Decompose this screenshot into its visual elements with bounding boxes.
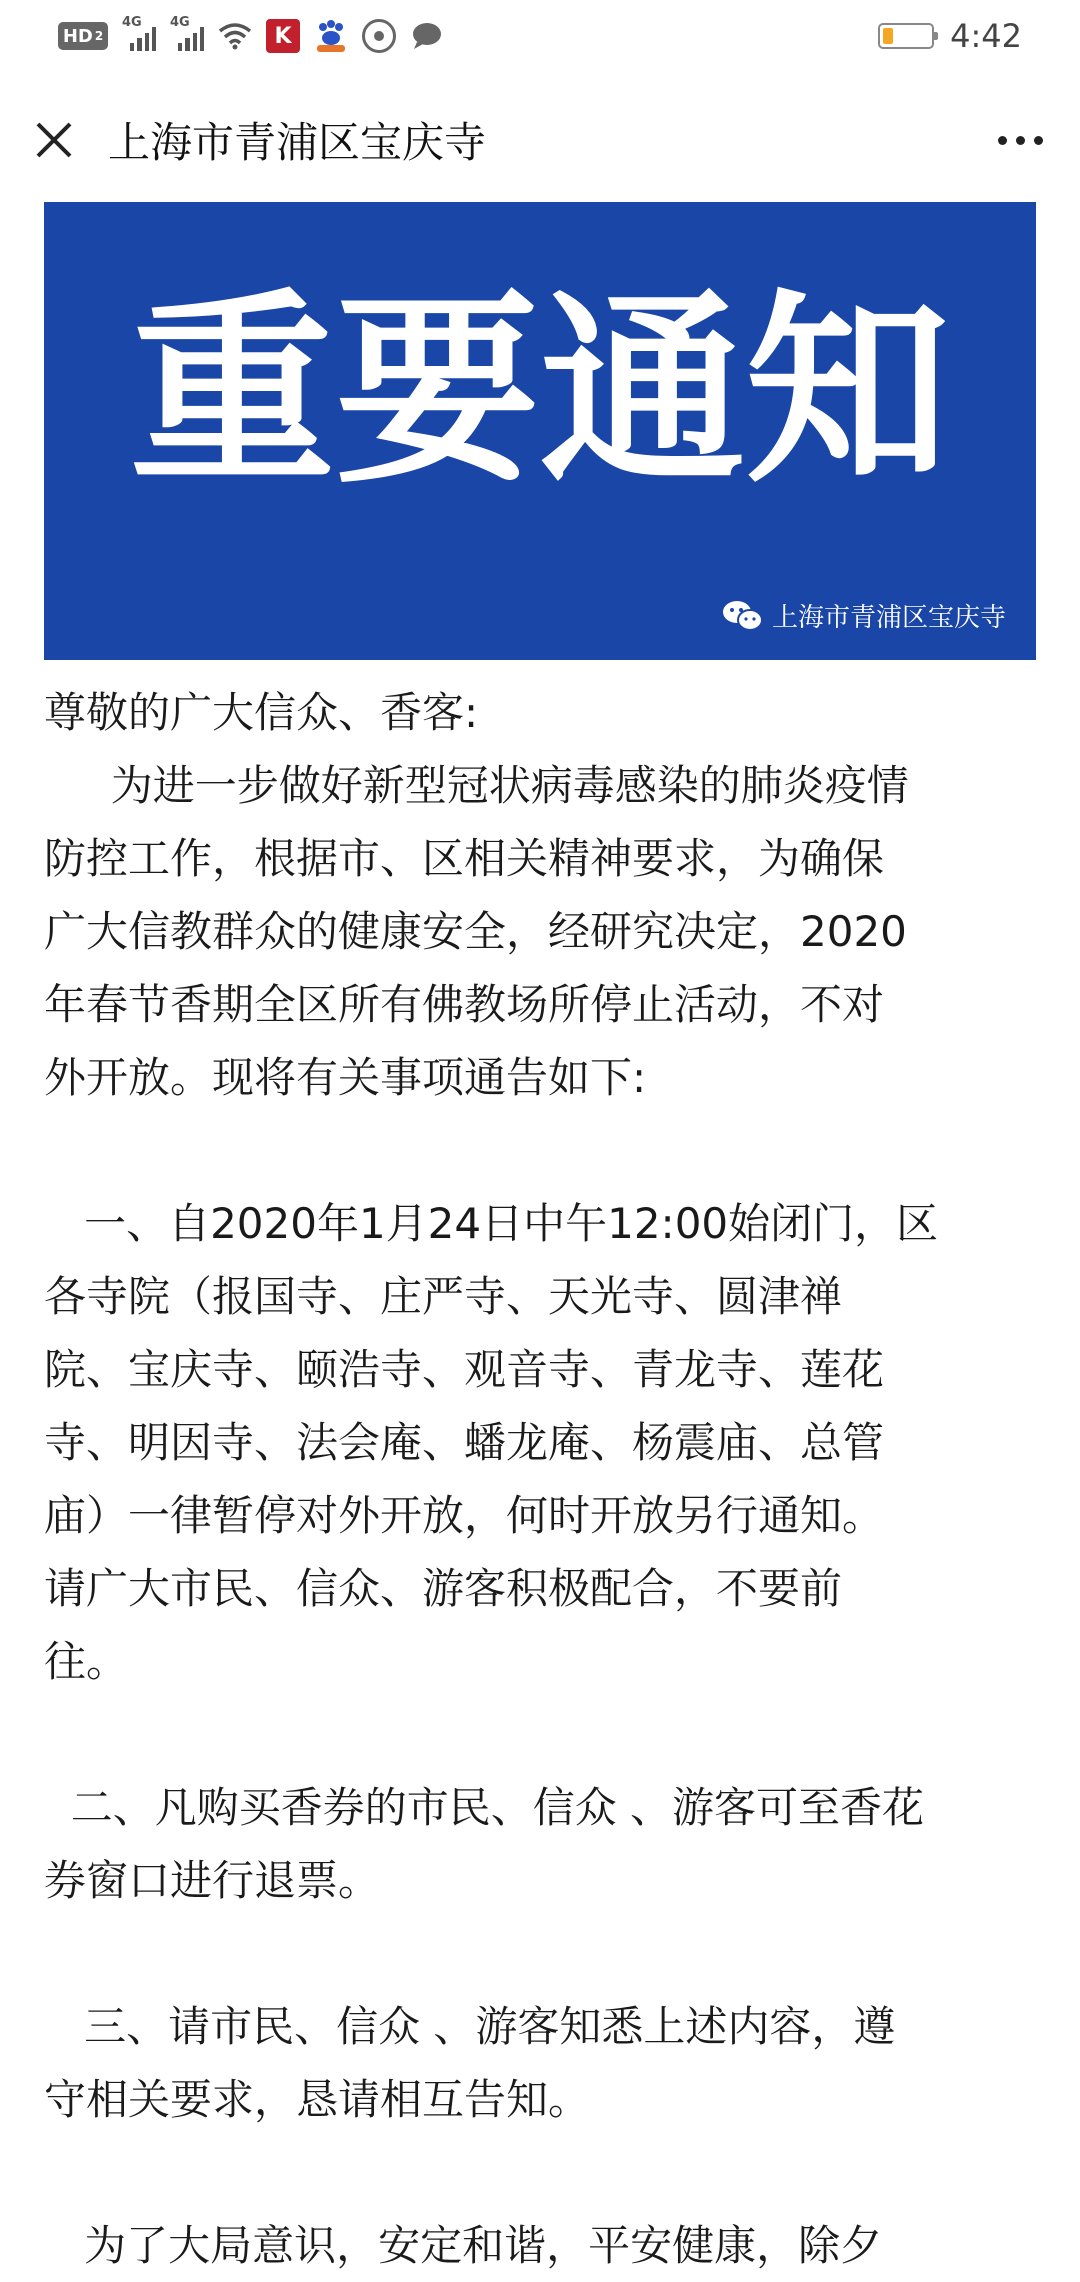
signal-icon-1	[122, 15, 156, 51]
item1-line: 院、宝庆寺、颐浩寺、观音寺、青龙寺、莲花	[44, 1345, 885, 1394]
item3-line: 三、请市民、信众 、游客知悉上述内容，遵	[44, 2002, 896, 2051]
hd-label: HD	[62, 25, 93, 47]
paragraph-gap	[44, 1698, 1040, 1771]
app-notification-icon: K	[266, 19, 300, 53]
title-bar	[0, 88, 1080, 188]
intro-line: 外开放。现将有关事项通告如下:	[44, 1053, 647, 1102]
item1-line: 寺、明因寺、法会庵、蟠龙庵、杨震庙、总管	[44, 1418, 885, 1467]
status-bar	[0, 0, 1080, 72]
close-button[interactable]	[32, 118, 76, 162]
page-title: 上海市青浦区宝庆寺	[108, 118, 487, 167]
status-icons-right	[878, 17, 1022, 55]
item1-line: 一、自2020年1月24日中午12:00始闭门，区	[44, 1199, 939, 1248]
item3-line: 守相关要求，恳请相互告知。	[44, 2075, 591, 2124]
intro-line: 防控工作，根据市、区相关精神要求，为确保	[44, 834, 885, 883]
status-icons-left	[58, 15, 444, 53]
notice-banner-image	[44, 202, 1036, 660]
article-body	[44, 676, 1040, 2282]
more-options-button[interactable]	[990, 118, 1050, 162]
network-label-1: 4G	[122, 15, 142, 30]
baidu-paw-icon	[314, 19, 348, 53]
item2-line: 二、凡购买香券的市民、信众 、游客可至香花	[44, 1783, 925, 1832]
paragraph-gap	[44, 1917, 1040, 1990]
item4-partial-line: 为了大局意识，安定和谐，平安健康，除夕	[44, 2221, 883, 2270]
more-dot-icon	[998, 136, 1007, 145]
item1-line: 庙）一律暂停对外开放，何时开放另行通知。	[44, 1491, 885, 1540]
paragraph-gap	[44, 2136, 1040, 2209]
hd-sub: 2	[94, 29, 104, 43]
battery-icon	[878, 23, 934, 49]
signal-icon-2	[170, 15, 204, 51]
greeting-line: 尊敬的广大信众、香客:	[44, 688, 479, 737]
close-icon	[34, 120, 74, 160]
more-dot-icon	[1034, 136, 1043, 145]
notification-circle-icon	[362, 19, 396, 53]
item1-line: 各寺院（报国寺、庄严寺、天光寺、圆津禅	[44, 1272, 843, 1321]
intro-line: 为进一步做好新型冠状病毒感染的肺炎疫情	[44, 761, 909, 810]
message-bubble-icon	[410, 19, 444, 53]
watermark-text: 上海市青浦区宝庆寺	[771, 603, 1006, 633]
banner-heading: 重要通知	[130, 273, 950, 511]
intro-line: 广大信教群众的健康安全，经研究决定，2020	[44, 907, 907, 956]
banner-watermark	[722, 597, 1006, 634]
network-label-2: 4G	[170, 15, 190, 30]
clock-time: 4:42	[950, 17, 1022, 55]
wechat-icon	[722, 599, 764, 633]
item1-line: 请广大市民、信众、游客积极配合，不要前	[44, 1564, 843, 1613]
hd-badge	[58, 22, 108, 50]
item1-line: 往。	[44, 1637, 129, 1686]
item2-line: 券窗口进行退票。	[44, 1856, 381, 1905]
intro-line: 年春节香期全区所有佛教场所停止活动，不对	[44, 980, 885, 1029]
wifi-icon	[218, 19, 252, 53]
paragraph-gap	[44, 1114, 1040, 1187]
more-dot-icon	[1016, 136, 1025, 145]
